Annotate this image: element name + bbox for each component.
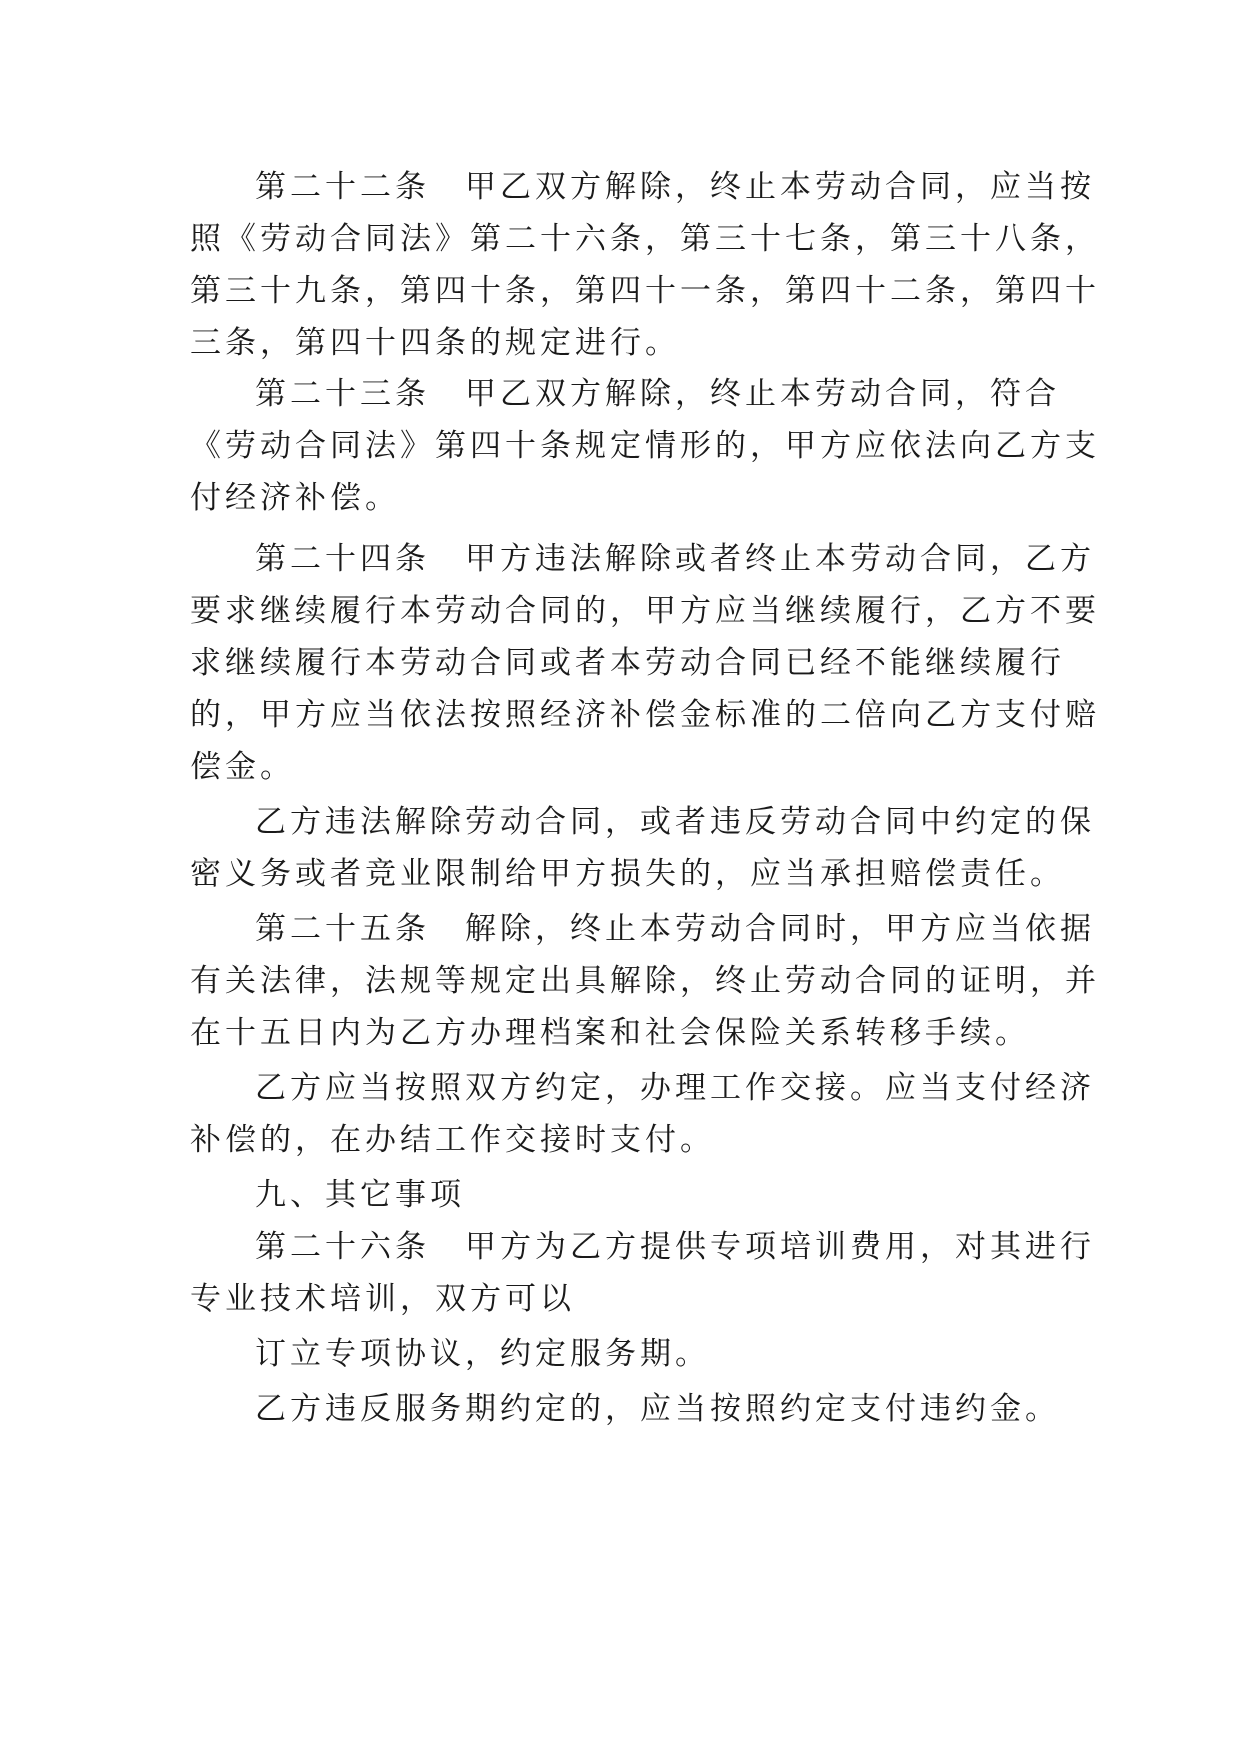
article-22-line-3: 第三十九条，第四十条，第四十一条，第四十二条，第四十 <box>190 273 1100 309</box>
article-24-para2-line-1: 乙方违法解除劳动合同，或者违反劳动合同中约定的保 <box>255 804 1095 840</box>
section-9-heading: 九、其它事项 <box>255 1177 465 1213</box>
article-26-line-4: 乙方违反服务期约定的，应当按照约定支付违约金。 <box>255 1391 1060 1427</box>
article-26-line-2: 专业技术培训，双方可以 <box>190 1281 575 1317</box>
article-25-line-1: 第二十五条 解除，终止本劳动合同时，甲方应当依据 <box>255 911 1095 947</box>
article-24-line-5: 偿金。 <box>190 749 295 785</box>
article-22-line-4: 三条，第四十四条的规定进行。 <box>190 325 680 361</box>
article-25-line-3: 在十五日内为乙方办理档案和社会保险关系转移手续。 <box>190 1015 1030 1051</box>
article-22-line-1: 第二十二条 甲乙双方解除，终止本劳动合同，应当按 <box>255 169 1095 205</box>
article-25-line-2: 有关法律，法规等规定出具解除，终止劳动合同的证明，并 <box>190 963 1100 999</box>
article-24-line-4: 的，甲方应当依法按照经济补偿金标准的二倍向乙方支付赔 <box>190 697 1100 733</box>
article-24-line-1: 第二十四条 甲方违法解除或者终止本劳动合同，乙方 <box>255 541 1095 577</box>
article-25-para2-line-1: 乙方应当按照双方约定，办理工作交接。应当支付经济 <box>255 1070 1095 1106</box>
article-24-line-2: 要求继续履行本劳动合同的，甲方应当继续履行，乙方不要 <box>190 593 1100 629</box>
article-26-line-3: 订立专项协议，约定服务期。 <box>255 1336 710 1372</box>
article-26-line-1: 第二十六条 甲方为乙方提供专项培训费用，对其进行 <box>255 1229 1095 1265</box>
article-24-line-3: 求继续履行本劳动合同或者本劳动合同已经不能继续履行 <box>190 645 1065 681</box>
article-23-line-3: 付经济补偿。 <box>190 480 400 516</box>
article-25-para2-line-2: 补偿的，在办结工作交接时支付。 <box>190 1122 715 1158</box>
article-23-line-1: 第二十三条 甲乙双方解除，终止本劳动合同，符合 <box>255 376 1060 412</box>
article-23-line-2: 《劳动合同法》第四十条规定情形的，甲方应依法向乙方支 <box>190 428 1100 464</box>
article-24-para2-line-2: 密义务或者竞业限制给甲方损失的，应当承担赔偿责任。 <box>190 856 1065 892</box>
article-22-line-2: 照《劳动合同法》第二十六条，第三十七条，第三十八条， <box>190 221 1100 257</box>
